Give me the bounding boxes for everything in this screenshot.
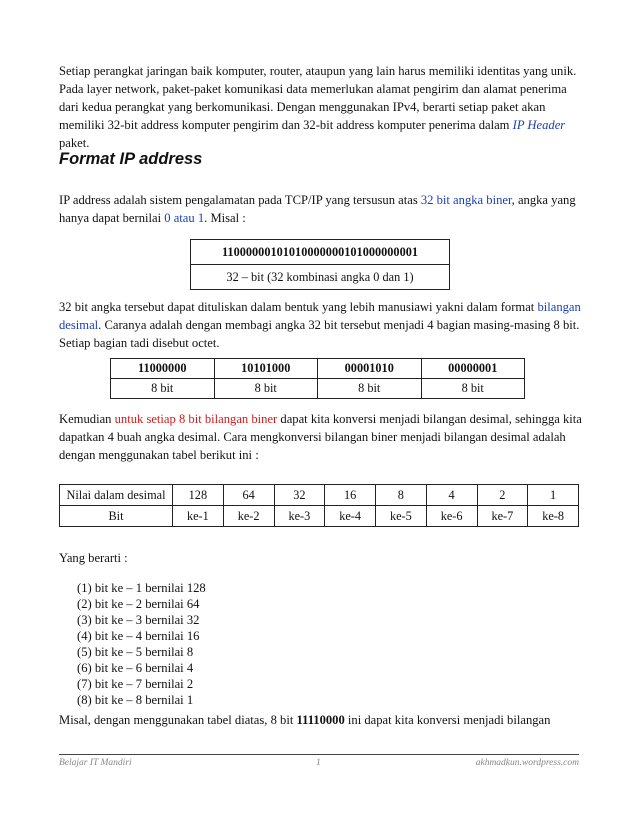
bit-cell: ke-4 [325, 506, 376, 527]
para2-text-a: 32 bit angka tersebut dapat dituliskan dalam bentuk yang lebih manusiawi yakni dalam format [59, 300, 538, 314]
bilangan-desimal-link[interactable]: bilangan desimal [59, 300, 581, 332]
para3-text-a: Kemudian [59, 412, 115, 426]
value-cell: 128 [173, 485, 224, 506]
octet-label-cell: 8 bit [421, 379, 525, 399]
value-cell: 2 [477, 485, 528, 506]
conversion-paragraph [59, 410, 589, 464]
value-cell: 8 [376, 485, 427, 506]
binary-string-cell: 11000000101010000000101000000001 [191, 240, 450, 265]
bit-cell: ke-7 [477, 506, 528, 527]
intro-paragraph [59, 62, 589, 152]
example-paragraph [59, 711, 589, 729]
bit-value-list [59, 580, 206, 708]
octet-cell: 11000000 [111, 359, 215, 379]
last-text-a: Misal, dengan menggunakan tabel diatas, 8 bit [59, 713, 297, 727]
list-item: (7) bit ke – 7 bernilai 2 [77, 677, 194, 691]
bit-header-cell: Bit [60, 506, 173, 527]
list-item: (2) bit ke – 2 bernilai 64 [77, 597, 200, 611]
yang-berarti-text: Yang berarti : [59, 551, 128, 565]
section-heading: Format IP address [59, 150, 203, 168]
binary-caption-cell: 32 – bit (32 kombinasi angka 0 dan 1) [191, 265, 450, 290]
last-text-c: ini dapat kita konversi menjadi bilangan [344, 713, 551, 727]
list-item: (1) bit ke – 1 bernilai 128 [77, 581, 206, 595]
list-item: (6) bit ke – 6 bernilai 4 [77, 661, 194, 675]
value-cell: 4 [426, 485, 477, 506]
example-binary: 11110000 [296, 713, 345, 727]
page-number: 1 [316, 758, 321, 768]
octet-cell: 00000001 [421, 359, 525, 379]
eight-bit-biner-link[interactable]: untuk setiap 8 bit bilangan biner [114, 412, 278, 426]
bit-cell: ke-8 [528, 506, 579, 527]
bit-cell: ke-5 [376, 506, 427, 527]
binary-32bit-table [190, 239, 450, 290]
footer-right: akhmadkun.wordpress.com [475, 758, 579, 768]
bit-cell: ke-6 [426, 506, 477, 527]
value-header-cell: Nilai dalam desimal [60, 485, 173, 506]
para1-text-e: . Misal : [204, 211, 246, 225]
para3-text-c: dapat kita konversi menjadi bilangan desimal, sehingga kita dapatkan 4 buah angka desimal. Cara mengkonversi bilangan biner menjadi bilangan desimal adalah dengan menggunakan tabel berikut ini : [59, 412, 582, 462]
octet-table [110, 358, 525, 399]
bit-cell: ke-1 [173, 506, 224, 527]
list-item: (8) bit ke – 8 bernilai 1 [77, 693, 194, 707]
octet-cell: 10101000 [214, 359, 318, 379]
para1-text-c: , angka yang hanya dapat bernilai [59, 193, 576, 225]
binary-32bit-link[interactable]: 32 bit angka biner [420, 193, 512, 207]
decimal-format-paragraph [59, 298, 589, 352]
ip-header-link[interactable]: IP Header [512, 118, 566, 132]
value-cell: 64 [223, 485, 274, 506]
octet-label-cell: 8 bit [318, 379, 422, 399]
list-item: (4) bit ke – 4 bernilai 16 [77, 629, 200, 643]
value-cell: 1 [528, 485, 579, 506]
bit-cell: ke-3 [274, 506, 325, 527]
list-item: (3) bit ke – 3 bernilai 32 [77, 613, 200, 627]
value-cell: 16 [325, 485, 376, 506]
para1-text-a: IP address adalah sistem pengalamatan pada TCP/IP yang tersusun atas [59, 193, 421, 207]
octet-label-cell: 8 bit [214, 379, 318, 399]
list-item: (5) bit ke – 5 bernilai 8 [77, 645, 194, 659]
octet-label-cell: 8 bit [111, 379, 215, 399]
intro-tail: paket. [59, 136, 90, 150]
ip-address-paragraph [59, 191, 589, 227]
intro-text: Setiap perangkat jaringan baik komputer, router, ataupun yang lain harus memiliki identitas yang unik. Pada layer network, paket-paket komunikasi data memerlukan alamat pengirim dan alamat penerima dari kedua perangkat yang berkomunikasi. Dengan menggunakan IPv4, berarti setiap paket akan memiliki 32-bit address komputer pengirim dan 32-bit address komputer penerima dalam [59, 64, 577, 132]
octet-cell: 00001010 [318, 359, 422, 379]
value-cell: 32 [274, 485, 325, 506]
footer-left: Belajar IT Mandiri [59, 758, 132, 768]
footer-divider [59, 754, 579, 755]
bit-cell: ke-2 [223, 506, 274, 527]
bit-value-table [59, 484, 579, 527]
zero-one-link[interactable]: 0 atau 1 [164, 211, 205, 225]
para2-text-c: . Caranya adalah dengan membagi angka 32 bit tersebut menjadi 4 bagian masing-masing 8 bit. Setiap bagian tadi disebut octet. [59, 318, 580, 350]
